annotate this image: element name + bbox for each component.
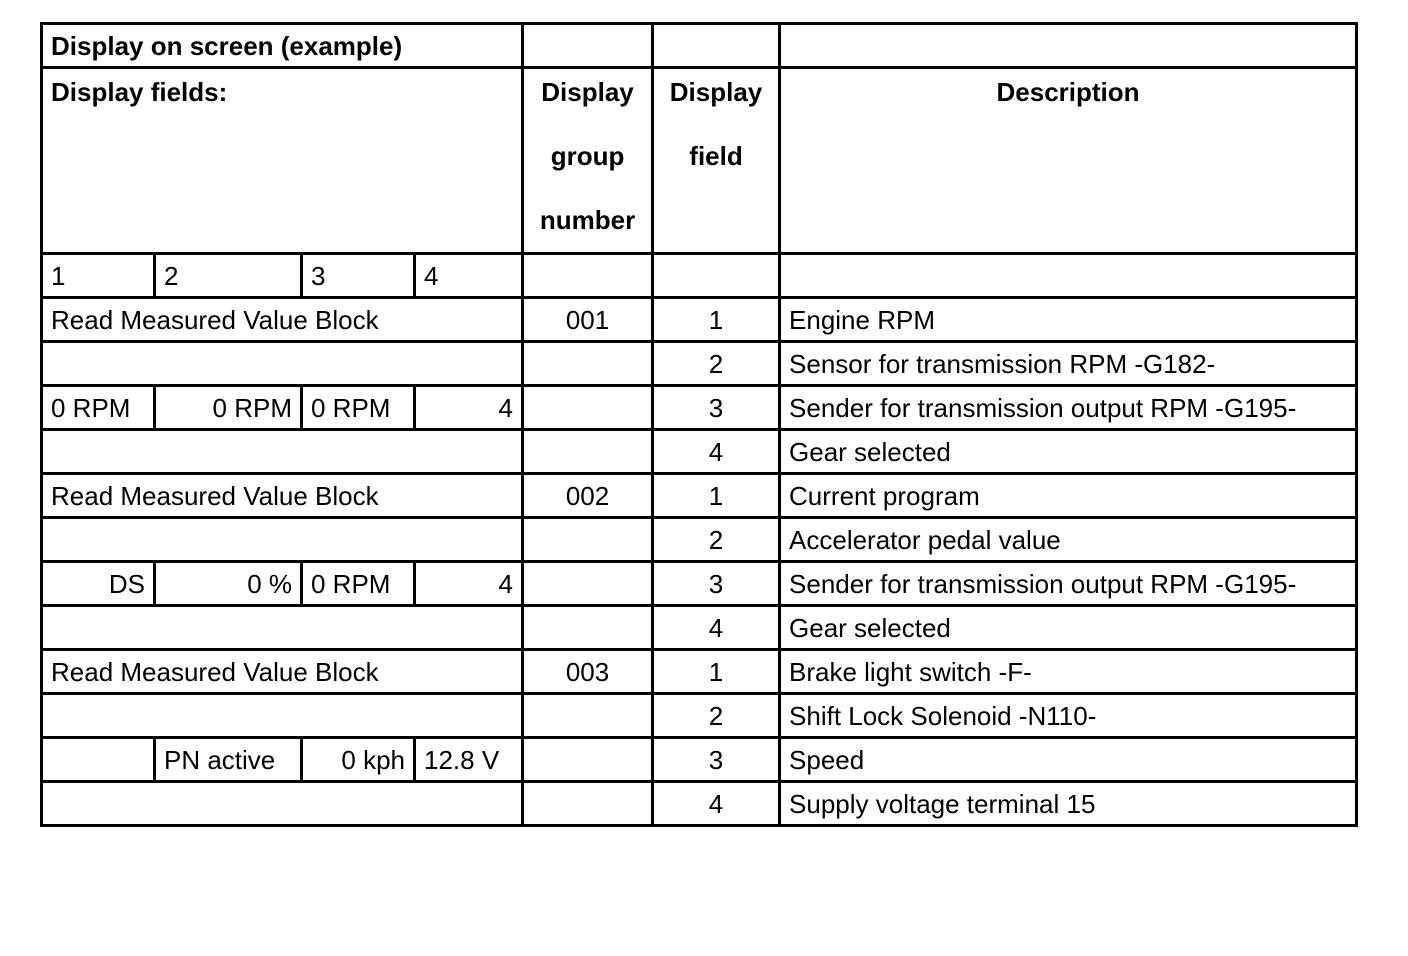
description: Gear selected — [780, 430, 1357, 474]
empty-cell — [523, 518, 653, 562]
empty-cell — [523, 782, 653, 826]
table-title: Display on screen (example) — [42, 24, 523, 68]
table-row — [42, 694, 1357, 738]
table-row — [42, 298, 1357, 342]
description: Supply voltage terminal 15 — [780, 782, 1357, 826]
group-header-line-2: group — [550, 141, 625, 171]
group-header-line-3: number — [539, 205, 636, 235]
description: Current program — [780, 474, 1357, 518]
description: Shift Lock Solenoid -N110- — [780, 694, 1357, 738]
empty-cell — [523, 386, 653, 430]
display-field: 1 — [653, 650, 780, 694]
display-field: 3 — [653, 386, 780, 430]
description: Accelerator pedal value — [780, 518, 1357, 562]
table-row — [42, 650, 1357, 694]
display-field: 1 — [653, 474, 780, 518]
display-field-header — [653, 68, 780, 254]
field-number-1: 1 — [42, 254, 155, 298]
empty-cell — [523, 254, 653, 298]
display-field: 3 — [653, 562, 780, 606]
empty-cell — [780, 24, 1357, 68]
value-field-2: PN active — [155, 738, 302, 782]
empty-cell — [523, 24, 653, 68]
empty-cell — [653, 254, 780, 298]
display-fields-label: Display fields: — [42, 68, 523, 254]
display-field: 4 — [653, 606, 780, 650]
value-field-4: 12.8 V — [415, 738, 523, 782]
description-header: Description — [780, 68, 1357, 254]
field-number-2: 2 — [155, 254, 302, 298]
description: Sensor for transmission RPM -G182- — [780, 342, 1357, 386]
table-row — [42, 474, 1357, 518]
empty-cell — [42, 606, 523, 650]
description: Engine RPM — [780, 298, 1357, 342]
value-field-1 — [42, 738, 155, 782]
group-header-line-1: Display — [541, 77, 634, 107]
group-number-header — [523, 68, 653, 254]
empty-cell — [42, 342, 523, 386]
display-field: 1 — [653, 298, 780, 342]
value-field-1: DS — [42, 562, 155, 606]
display-field: 2 — [653, 518, 780, 562]
field-number-row — [42, 254, 1357, 298]
display-field: 2 — [653, 694, 780, 738]
value-field-1: 0 RPM — [42, 386, 155, 430]
value-field-3: 0 RPM — [302, 386, 415, 430]
empty-cell — [42, 782, 523, 826]
value-field-4: 4 — [415, 562, 523, 606]
value-field-4: 4 — [415, 386, 523, 430]
display-field: 2 — [653, 342, 780, 386]
table-row — [42, 430, 1357, 474]
table-row — [42, 782, 1357, 826]
empty-cell — [653, 24, 780, 68]
field-number-3: 3 — [302, 254, 415, 298]
display-field: 3 — [653, 738, 780, 782]
table-row — [42, 738, 1357, 782]
empty-cell — [42, 430, 523, 474]
table-row — [42, 518, 1357, 562]
description: Sender for transmission output RPM -G195- — [780, 562, 1357, 606]
description: Gear selected — [780, 606, 1357, 650]
field-header-line-1: Display — [669, 77, 763, 107]
empty-cell — [523, 738, 653, 782]
empty-cell — [523, 606, 653, 650]
group-number: 002 — [523, 474, 653, 518]
empty-cell — [523, 562, 653, 606]
block-label: Read Measured Value Block — [42, 650, 523, 694]
empty-cell — [523, 342, 653, 386]
field-number-4: 4 — [415, 254, 523, 298]
measured-value-table — [40, 22, 1358, 827]
table-row — [42, 562, 1357, 606]
display-field: 4 — [653, 430, 780, 474]
empty-cell — [42, 694, 523, 738]
value-field-2: 0 RPM — [155, 386, 302, 430]
field-header-line-2: field — [689, 141, 743, 171]
header-row — [42, 68, 1357, 254]
table-row — [42, 606, 1357, 650]
display-field: 4 — [653, 782, 780, 826]
value-field-2: 0 % — [155, 562, 302, 606]
value-field-3: 0 kph — [302, 738, 415, 782]
empty-cell — [523, 694, 653, 738]
empty-cell — [42, 518, 523, 562]
table-row — [42, 386, 1357, 430]
empty-cell — [523, 430, 653, 474]
table-row — [42, 342, 1357, 386]
block-label: Read Measured Value Block — [42, 298, 523, 342]
group-number: 003 — [523, 650, 653, 694]
group-number: 001 — [523, 298, 653, 342]
empty-cell — [780, 254, 1357, 298]
description: Brake light switch -F- — [780, 650, 1357, 694]
description: Speed — [780, 738, 1357, 782]
title-row — [42, 24, 1357, 68]
block-label: Read Measured Value Block — [42, 474, 523, 518]
value-field-3: 0 RPM — [302, 562, 415, 606]
description: Sender for transmission output RPM -G195- — [780, 386, 1357, 430]
